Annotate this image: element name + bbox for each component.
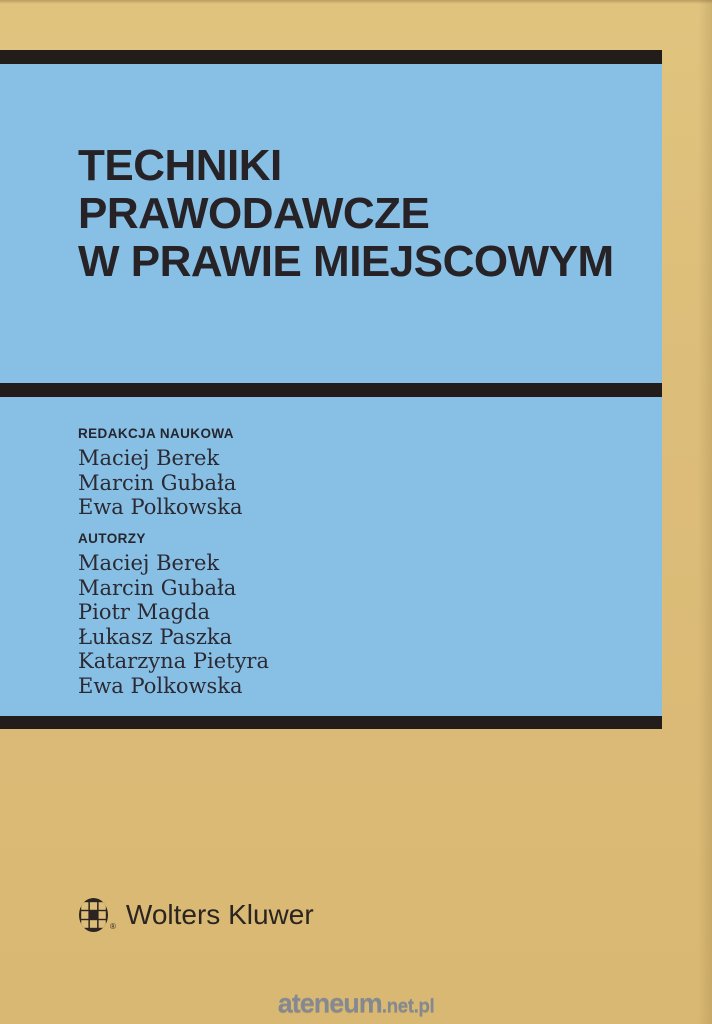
watermark-suffix-text: .net.pl <box>381 996 435 1017</box>
publisher-logo <box>78 896 314 934</box>
watermark-main-text: ateneum <box>277 988 382 1018</box>
authors-heading: AUTORZY <box>78 531 146 546</box>
author-name: Marcin Gubała <box>78 575 237 600</box>
authors-list <box>78 551 269 698</box>
title-panel <box>0 64 662 383</box>
publisher-name: Wolters Kluwer <box>125 899 314 930</box>
middle-divider-bar <box>0 383 662 397</box>
registered-trademark-symbol: ® <box>110 922 116 931</box>
author-name: Ewa Polkowska <box>78 673 243 698</box>
author-name: Piotr Magda <box>78 600 211 624</box>
contributors-panel <box>0 397 662 716</box>
editor-name: Marcin Gubała <box>78 470 237 495</box>
editor-name: Maciej Berek <box>78 446 220 470</box>
wolters-kluwer-globe-icon <box>78 896 109 934</box>
editors-heading: REDAKCJA NAUKOWA <box>78 426 234 441</box>
book-title <box>78 142 614 286</box>
book-title-line: PRAWODAWCZE <box>78 189 430 238</box>
editor-name: Ewa Polkowska <box>78 495 243 519</box>
book-title-line: TECHNIKI <box>78 141 282 190</box>
author-name: Łukasz Paszka <box>78 624 233 649</box>
editors-list <box>78 446 243 520</box>
author-name: Maciej Berek <box>78 551 220 575</box>
author-name: Katarzyna Pietyra <box>78 649 269 673</box>
watermark <box>0 988 712 1019</box>
book-title-line: W PRAWIE MIEJSCOWYM <box>78 237 614 286</box>
bottom-divider-bar <box>0 716 662 729</box>
top-divider-bar <box>0 50 662 64</box>
